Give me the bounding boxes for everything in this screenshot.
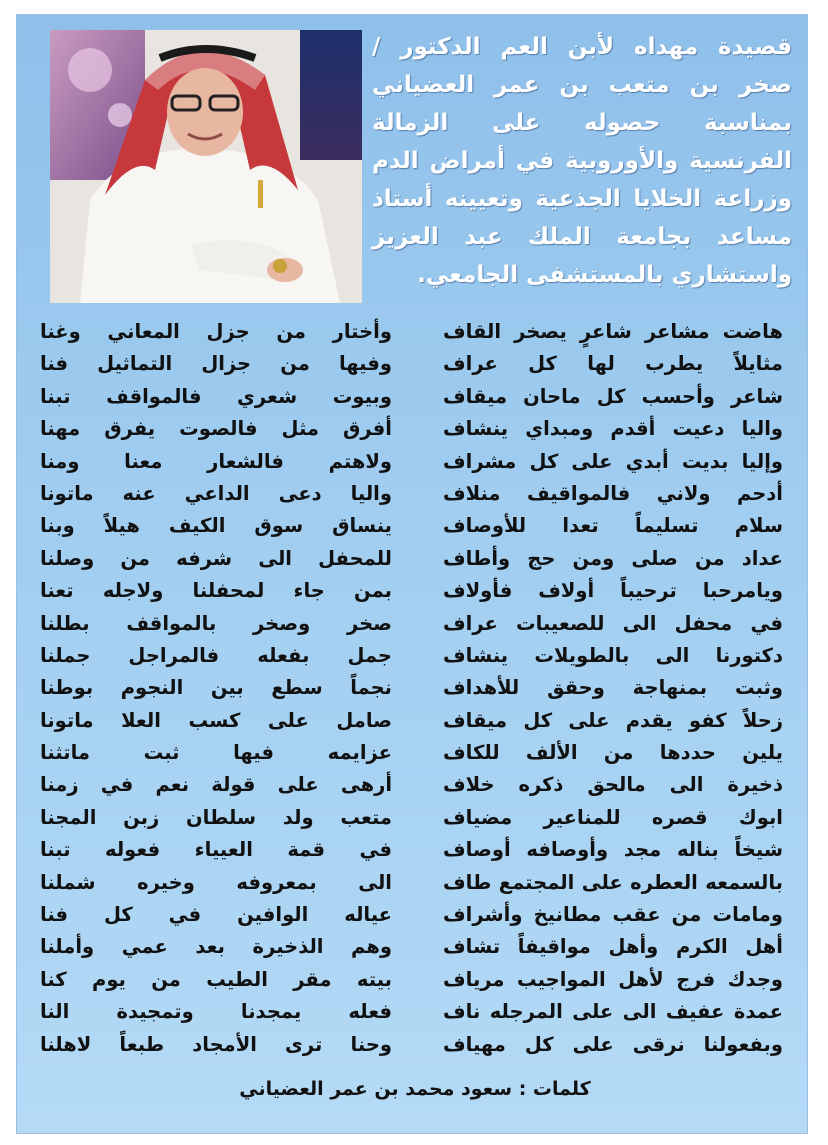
poem-verse: في محفل الى للصعيبات عراف (443, 611, 783, 635)
poem-verse: ومامات من عقب مطانيخ وأشراف (443, 903, 783, 927)
poem-verse: وإليا بديت أبدي على كل مشراف (443, 449, 783, 473)
poem-verse: بيته مقر الطيب من يوم كنا (40, 967, 392, 991)
poem-verse: صخر وصخر بالمواقف بطلنا (40, 611, 392, 635)
poem-verse: أهل الكرم وأهل مواقيفاً تشاف (443, 935, 783, 959)
poem-verse: وجدك فرج لأهل المواجيب مرياف (443, 967, 783, 991)
poem-verse: ولاهتم فالشعار معنا ومنا (40, 449, 392, 473)
poem-verse: عزايمه فيها ثبت ماتثنا (40, 741, 392, 765)
poem-verse: أفرق مثل فالصوت يفرق مهنا (40, 417, 392, 441)
poem-verse: الى بمعروفه وخيره شملنا (40, 870, 392, 894)
poem-verse: ذخيرة الى مالحق ذكره خلاف (443, 773, 783, 797)
poem-verse: زحلاً كفو يقدم على كل ميقاف (443, 708, 783, 732)
poem-verse: عياله الوافين في كل فنا (40, 903, 392, 927)
poem-verse: هاضت مشاعر شاعرٍ يصخر القاف (443, 320, 783, 343)
poem-verse: سلام تسليماً تعدا للأوصاف (443, 514, 783, 538)
poem-verse: عمدة عفيف الى على المرجله ناف (443, 1000, 783, 1024)
poem-verse: بالسمعه العطره على المجتمع طاف (443, 870, 783, 894)
poem-verse: نجماً سطع بين النجوم بوطنا (40, 676, 392, 700)
poem-verse: عداد من صلى ومن حج وأطاف (443, 546, 783, 570)
poem-verse: ابوك قصره للمناعير مضياف (443, 805, 783, 829)
poem-verse: متعب ولد سلطان زبن المجنا (40, 805, 392, 829)
poem-verse: للمحفل الى شرفه من وصلنا (40, 546, 392, 570)
dedication-intro: قصيدة مهداه لأبن العم الدكتور / صخر بن متعب بن عمر العضياني بمناسبة حصوله على الزمالة الفرنسية والأوروبية في أمراض الدم وزراعة الخلايا الجذعية وتعيينه أستاذ مساعد بجامعة الملك عبد العزيز واستشاري بالمستشفى الجامعي. (372, 34, 792, 288)
poem-verse: صامل على كسب العلا ماتونا (40, 708, 392, 732)
poem-verse: واليا دعى الداعي عنه ماتونا (40, 481, 392, 505)
poem-verse: أدحم ولاني فالمواقيف منلاف (443, 481, 783, 505)
poem-verse: ينساق سوق الكيف هيلاً وبنا (40, 514, 392, 538)
poem-verse: في قمة العيياء فعوله تبنا (40, 838, 392, 862)
poem-verse: شاعر وأحسب كل ماحان ميقاف (443, 384, 783, 408)
poem-verse: واليا دعيت أقدم ومبداي ينشاف (443, 417, 783, 441)
poem-left-column (40, 316, 392, 1061)
portrait-photo (50, 30, 362, 303)
poem-verse: وثبت بمنهاجة وحقق للأهداف (443, 676, 783, 700)
poem-verse: مثايلاً يطرب لها كل عراف (443, 352, 783, 376)
poem-verse: ويامرحبا ترحيباً أولاف فأولاف (443, 579, 783, 603)
poem-verse: يلين حددها من الألف للكاف (443, 741, 783, 765)
poem-verse: وفيها من جزال التماثيل فنا (40, 352, 392, 376)
poem-verse: وحنا ترى الأمجاد طبعاً لاهلنا (40, 1032, 392, 1056)
poem-verse: دكتورنا الى بالطويلات ينشاف (443, 643, 783, 667)
poem-verse: وأختار من جزل المعاني وغنا (40, 320, 392, 343)
poet-signature: كلمات : سعود محمد بن عمر العضياني (239, 1078, 591, 1100)
poem-verse: جمل بفعله فالمراجل جملنا (40, 643, 392, 667)
poem-right-column (443, 316, 783, 1061)
portrait-illustration (50, 30, 362, 303)
poem-verse: شيخاً بناله مجد وأوصافه أوصاف (443, 838, 783, 862)
poem-verse: وهم الذخيرة بعد عمي وأملنا (40, 935, 392, 959)
poem-verse: وبيوت شعري فالمواقف تبنا (40, 384, 392, 408)
poem-verse: فعله يمجدنا وتمجيدة النا (40, 1000, 392, 1024)
poem-verse: بمن جاء لمحفلنا ولاجله تعنا (40, 579, 392, 603)
poem-verse: وبفعولنا نرقى على كل مهياف (443, 1032, 783, 1056)
poem-verse: أرهى على قولة نعم في زمنا (40, 773, 392, 797)
